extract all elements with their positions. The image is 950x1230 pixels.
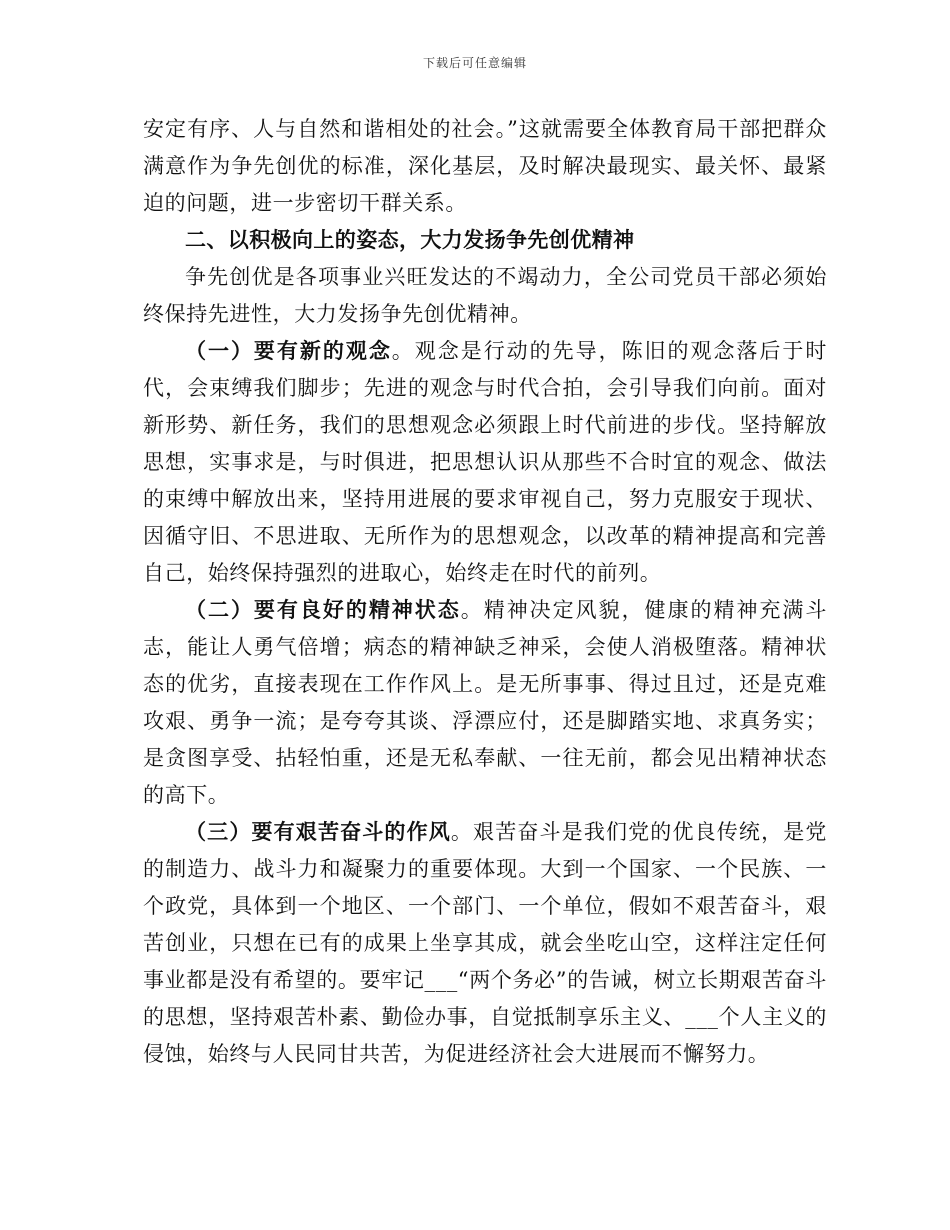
item-3-paragraph <box>143 814 827 1073</box>
page-header: 下载后可任意编辑 <box>422 56 527 70</box>
item-3-body: 。艰苦奋斗是我们党的优良传统，是党的制造力、战斗力和凝聚力的重要体现。大到一个国家、一个民族、一个政党，具体到一个地区、一个部门、一个单位，假如不艰苦奋斗，艰苦创业，只想在已有的成果上坐享其成，就会坐吃山空，这样注定任何事业都是没有希望的。要牢记___“两个务必”的告诫，树立长期艰苦奋斗的思想，坚持艰苦朴素、勤俭办事，自觉抵制享乐主义、___个人主义的侵蚀，始终与人民同甘共苦，为促进经济社会大进展而不懈努力。 <box>143 820 827 1066</box>
paragraph-continuation: 安定有序、人与自然和谐相处的社会。”这就需要全体教育局干部把群众满意作为争先创优的标准，深化基层，及时解决最现实、最关怀、最紧迫的问题，进一步密切干群关系。 <box>143 117 827 215</box>
item-1-title: （一）要有新的观念 <box>185 339 392 363</box>
section-heading: 二、以积极向上的姿态，大力发扬争先创优精神 <box>185 228 635 252</box>
item-3-title: （三）要有艰苦奋斗的作风 <box>185 820 451 844</box>
section-intro-paragraph: 争先创优是各项事业兴旺发达的不竭动力，全公司党员干部必须始终保持先进性，大力发扬争先创优精神。 <box>143 265 827 326</box>
item-1-paragraph <box>143 333 827 592</box>
item-1-body: 。观念是行动的先导，陈旧的观念落后于时代，会束缚我们脚步；先进的观念与时代合拍，会引导我们向前。面对新形势、新任务，我们的思想观念必须跟上时代前进的步伐。坚持解放思想，实事求是，与时俱进，把思想认识从那些不合时宜的观念、做法的束缚中解放出来，坚持用进展的要求审视自己，努力克服安于现状、因循守旧、不思进取、无所作为的思想观念，以改革的精神提高和完善自己，始终保持强烈的进取心，始终走在时代的前列。 <box>143 339 827 585</box>
document-body <box>143 111 827 1073</box>
item-2-title: （二）要有良好的精神状态 <box>185 598 461 622</box>
item-2-body: 。精神决定风貌，健康的精神充满斗志，能让人勇气倍增；病态的精神缺乏神采，会使人消极堕落。精神状态的优劣，直接表现在工作作风上。是无所事事、得过且过，还是克难攻艰、勇争一流；是夸夸其谈、浮漂应付，还是脚踏实地、求真务实；是贪图享受、拈轻怕重，还是无私奉献、一往无前，都会见出精神状态的高下。 <box>143 598 827 807</box>
item-2-paragraph <box>143 592 827 814</box>
